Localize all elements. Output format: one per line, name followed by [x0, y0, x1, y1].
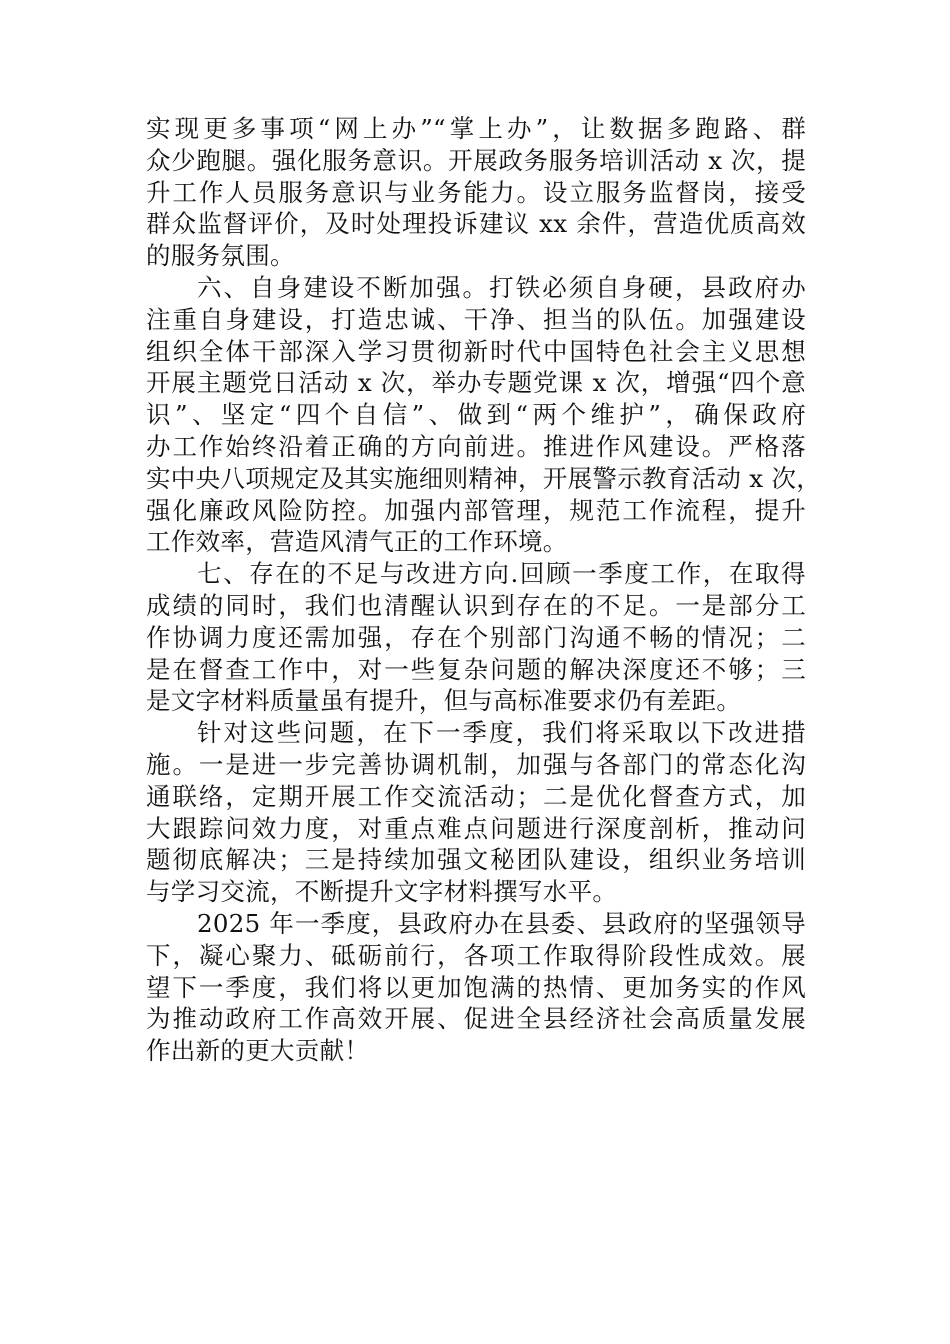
- text-line: 针对这些问题，在下一季度，我们将采取以下改进措: [197, 718, 806, 748]
- text-line: 下，凝心聚力、砥砺前行，各项工作取得阶段性成效。展: [146, 940, 806, 970]
- text-line: 开展主题党日活动 x 次，举办专题党课 x 次，增强“四个意: [146, 368, 806, 398]
- text-line: 实中央八项规定及其实施细则精神，开展警示教育活动 x 次，: [146, 463, 822, 493]
- text-line: 成绩的同时，我们也清醒认识到存在的不足。一是部分工: [146, 590, 806, 620]
- text-line: 注重自身建设，打造忠诚、干净、担当的队伍。加强建设: [146, 304, 806, 334]
- text-line: 的服务氛围。: [146, 241, 295, 271]
- text-line: 办工作始终沿着正确的方向前进。推进作风建设。严格落: [146, 431, 806, 461]
- text-line: 实现更多事项“网上办”“掌上办”，让数据多跑路、群: [146, 114, 806, 143]
- paragraph-service-continuation: [146, 113, 806, 272]
- text-line: 工作效率，营造风清气正的工作环境。: [146, 527, 568, 557]
- text-line: 大跟踪问效力度，对重点难点问题进行深度剖析，推动问: [146, 813, 806, 843]
- text-line: 作出新的更大贡献！: [146, 1036, 370, 1066]
- text-line: 题彻底解决；三是持续加强文秘团队建设，组织业务培训: [146, 845, 806, 875]
- text-line: 作协调力度还需加强，存在个别部门沟通不畅的情况；二: [146, 622, 806, 652]
- text-line: 望下一季度，我们将以更加饱满的热情、更加务实的作风: [146, 972, 806, 1002]
- text-line: 施。一是进一步完善协调机制，加强与各部门的常态化沟: [146, 749, 806, 779]
- document-body: [146, 113, 822, 1067]
- paragraph-conclusion: [146, 908, 806, 1067]
- text-line: 与学习交流，不断提升文字材料撰写水平。: [146, 877, 618, 907]
- text-line: 众少跑腿。强化服务意识。开展政务服务培训活动 x 次，提: [146, 145, 806, 175]
- text-line: 群众监督评价，及时处理投诉建议 xx 余件，营造优质高效: [146, 209, 806, 239]
- text-line: 强化廉政风险防控。加强内部管理，规范工作流程，提升: [146, 495, 806, 525]
- text-line: 组织全体干部深入学习贯彻新时代中国特色社会主义思想: [146, 336, 806, 366]
- text-line: 升工作人员服务意识与业务能力。设立服务监督岗，接受: [146, 177, 806, 207]
- text-line: 识”、坚定“四个自信”、做到“两个维护”，确保政府: [146, 400, 806, 430]
- text-line: 2025 年一季度，县政府办在县委、县政府的坚强领导: [197, 908, 806, 938]
- text-line: 七、存在的不足与改进方向.回顾一季度工作，在取得: [197, 559, 806, 589]
- text-line: 是文字材料质量虽有提升，但与高标准要求仍有差距。: [146, 686, 742, 716]
- text-line: 为推动政府工作高效开展、促进全县经济社会高质量发展: [146, 1004, 806, 1034]
- text-line: 六、自身建设不断加强。打铁必须自身硬，县政府办: [197, 272, 806, 302]
- paragraph-shortcomings: [146, 558, 806, 717]
- text-line: 通联络，定期开展工作交流活动；二是优化督查方式，加: [146, 781, 806, 811]
- text-line: 是在督查工作中，对一些复杂问题的解决深度还不够；三: [146, 654, 806, 684]
- paragraph-self-building: [146, 272, 822, 558]
- paragraph-improvement-measures: [146, 717, 806, 908]
